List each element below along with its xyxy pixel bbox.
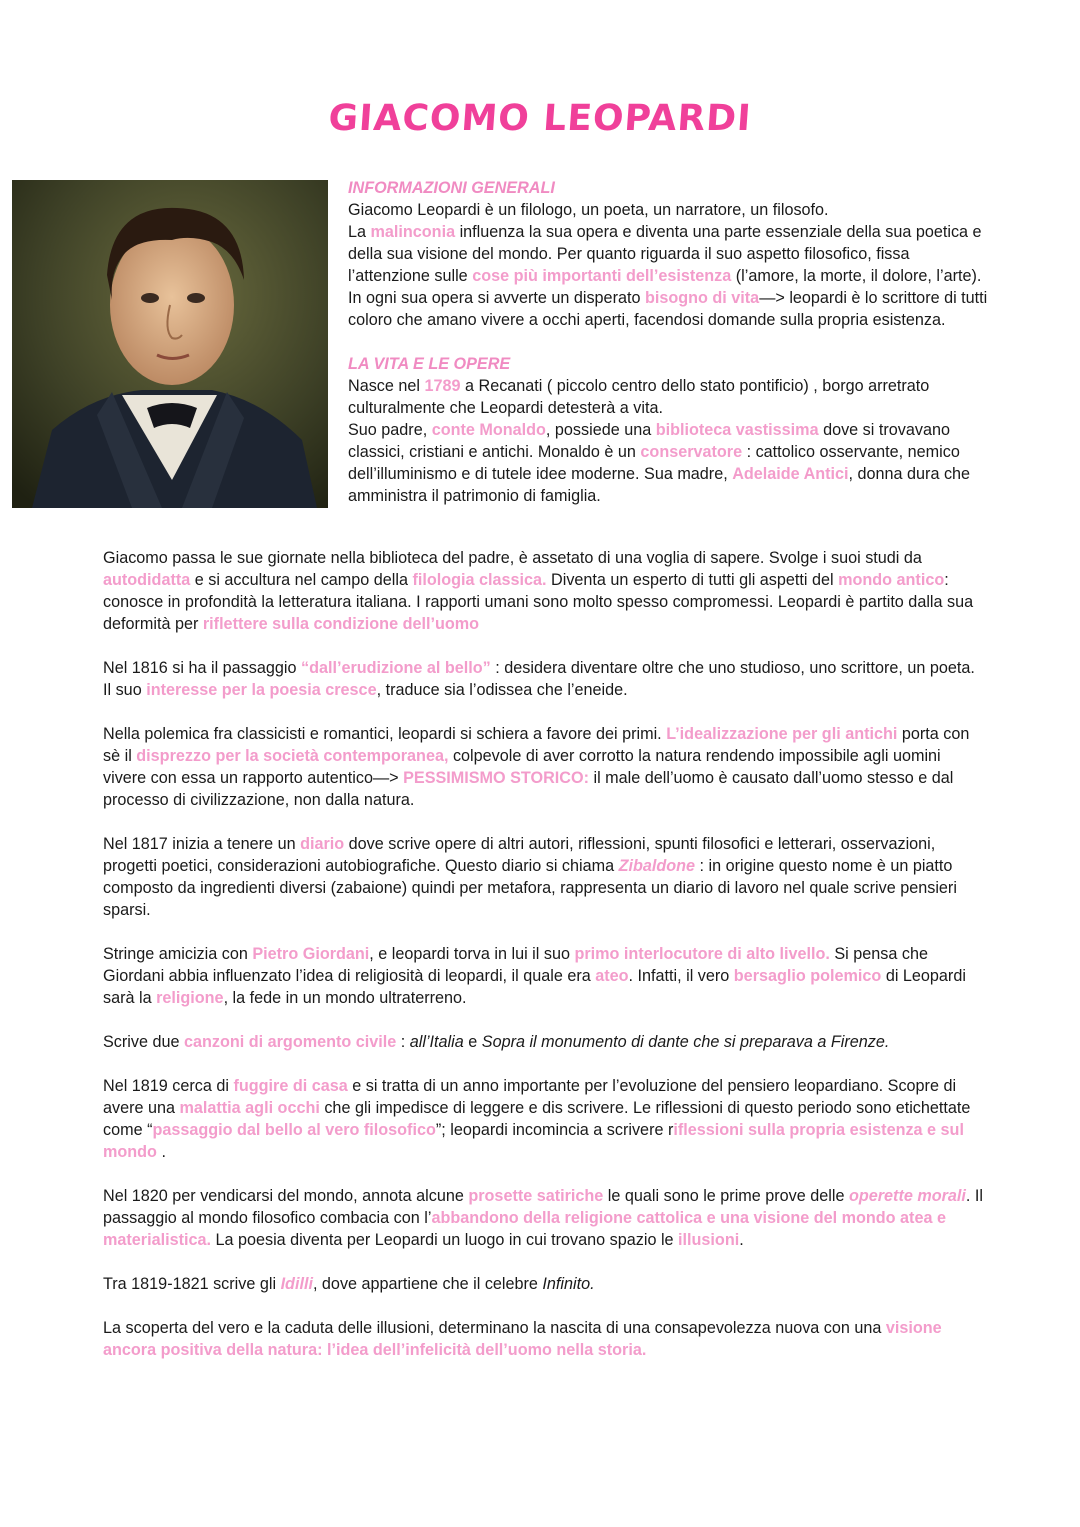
highlight: primo interlocutore di alto livello.: [574, 945, 830, 963]
text: La poesia diventa per Leopardi un luogo in cui trovano spazio le: [210, 1231, 679, 1249]
text: Stringe amicizia con: [103, 945, 253, 963]
paragraph-1817: [103, 833, 983, 921]
text: Suo padre,: [348, 421, 432, 439]
text: Nel 1817 inizia a tenere un: [103, 835, 301, 853]
intro-column: [348, 177, 988, 507]
highlight: passaggio dal bello al vero filosofico: [152, 1121, 436, 1139]
page-title: GIACOMO LEOPARDI: [327, 98, 753, 139]
highlight: conte Monaldo: [431, 421, 546, 439]
info-paragraph-1: Giacomo Leopardi è un filologo, un poeta, un narratore, un filosofo.: [348, 201, 829, 219]
highlight: autodidatta: [103, 571, 191, 589]
text: , dove appartiene che il celebre: [312, 1275, 543, 1293]
text: influenza la sua opera e diventa una parte essenziale della sua poetica e della sua visione del mondo. Per quanto riguarda il suo aspetto filosofico, fissa l’attenzione sulle: [348, 223, 982, 285]
highlight: bersaglio polemico: [733, 967, 882, 985]
highlight: malinconia: [370, 223, 456, 241]
text: : desidera diventare oltre che uno studioso, uno scrittore, un poeta. Il suo: [103, 659, 975, 699]
text: .: [739, 1231, 744, 1249]
highlight: filologia classica.: [412, 571, 547, 589]
highlight: cose più importanti dell’esistenza: [472, 267, 732, 285]
section-heading-vita: LA VITA E LE OPERE: [348, 355, 511, 373]
body-text: [103, 547, 983, 1361]
text: Nel 1819 cerca di: [103, 1077, 234, 1095]
portrait-image: [12, 180, 328, 508]
text: . Il passaggio al mondo filosofico combacia con l’: [103, 1187, 984, 1227]
text: , donna dura che amministra il patrimonio di famiglia.: [348, 465, 971, 505]
text: Nel 1820 per vendicarsi del mondo, annota alcune: [103, 1187, 469, 1205]
paragraph-1820: [103, 1185, 983, 1251]
highlight: fuggire di casa: [233, 1077, 348, 1095]
italic-text: Infinito.: [542, 1275, 595, 1293]
paragraph-conclusione: [103, 1317, 983, 1361]
highlight: PESSIMISMO STORICO:: [403, 769, 589, 787]
text: dove scrive opere di altri autori, riflessioni, spunti filosofici e letterari, osservazioni, progetti poetici, considerazioni autobiografiche. Questo diario si chiama: [103, 835, 936, 875]
text: Nasce nel: [348, 377, 425, 395]
info-paragraph-2: [348, 221, 988, 331]
paragraph-biblioteca: [103, 547, 983, 635]
text: La scoperta del vero e la caduta delle illusioni, determinano la nascita di una consapevolezza nuova con una: [103, 1319, 886, 1337]
text: le quali sono le prime prove delle: [603, 1187, 849, 1205]
text: colpevole di aver corrotto la natura rendendo impossibile agli uomini vivere con essa un rapporto autentico—>: [103, 747, 941, 787]
highlight: religione: [156, 989, 224, 1007]
highlight: Zibaldone: [618, 857, 696, 875]
highlight: Pietro Giordani: [252, 945, 370, 963]
text: Tra 1819-1821 scrive gli: [103, 1275, 281, 1293]
text: dove si trovavano classici, cristiani e antichi. Monaldo è un: [348, 421, 950, 461]
highlight: canzoni di argomento civile: [183, 1033, 397, 1051]
text: il male dell’uomo è causato dall’uomo stesso e dal processo di civilizzazione, non dalla natura.: [103, 769, 954, 809]
text: —> leopardi è lo scrittore di tutti coloro che amano vivere a occhi aperti, facendosi domande sulla propria esistenza.: [348, 289, 988, 329]
text: , la fede in un mondo ultraterreno.: [223, 989, 467, 1007]
highlight: conservatore: [640, 443, 743, 461]
text: Nel 1816 si ha il passaggio: [103, 659, 301, 677]
highlight: “dall’erudizione al bello”: [300, 659, 491, 677]
paragraph-canzoni: [103, 1031, 983, 1053]
highlight: malattia agli occhi: [179, 1099, 320, 1117]
text: e: [463, 1033, 482, 1051]
highlight: operette morali: [848, 1187, 966, 1205]
highlight: ateo: [595, 967, 629, 985]
text: Diventa un esperto di tutti gli aspetti del: [546, 571, 839, 589]
highlight: prosette satiriche: [468, 1187, 604, 1205]
highlight: visione ancora positiva della natura: l’idea dell’infelicità dell’uomo nella storia.: [103, 1319, 942, 1359]
text: , e leopardi torva in lui il suo: [369, 945, 575, 963]
highlight: riflettere sulla condizione dell’uomo: [202, 615, 480, 633]
text: Scrive due: [103, 1033, 184, 1051]
text: Giacomo passa le sue giornate nella biblioteca del padre, è assetato di una voglia di sapere. Svolge i suoi studi da: [103, 549, 922, 567]
highlight: diario: [300, 835, 345, 853]
text: e si tratta di un anno importante per l’evoluzione del pensiero leopardiano. Scopre di avere una: [103, 1077, 957, 1117]
text: : in origine questo nome è un piatto composto da ingredienti diversi (zabaione) quindi per metafora, rappresenta un diario di lavoro nel quale scrive pensieri sparsi.: [103, 857, 957, 919]
text: ”; leopardi incomincia a scrivere r: [435, 1121, 674, 1139]
portrait-illustration: [12, 180, 328, 508]
highlight: abbandono della religione cattolica e una visione del mondo atea e materialistica.: [103, 1209, 946, 1249]
text: : cattolico osservante, nemico dell’illuminismo e di tutele idee moderne. Sua madre,: [348, 443, 960, 483]
text: porta con sè il: [103, 725, 970, 765]
text: .: [156, 1143, 166, 1161]
text: e si accultura nel campo della: [190, 571, 413, 589]
highlight: biblioteca vastissima: [655, 421, 819, 439]
text: , possiede una: [545, 421, 656, 439]
text: :: [396, 1033, 410, 1051]
paragraph-giordani: [103, 943, 983, 1009]
text: (l’amore, la morte, il dolore, l’arte). In ogni sua opera si avverte un disperato: [348, 267, 982, 307]
text: , traduce sia l’odissea che l’eneide.: [376, 681, 628, 699]
text: di Leopardi sarà la: [103, 967, 966, 1007]
italic-text: all’Italia: [409, 1033, 464, 1051]
highlight: 1789: [424, 377, 461, 395]
paragraph-polemica: [103, 723, 983, 811]
highlight: disprezzo per la società contemporanea,: [136, 747, 449, 765]
vita-paragraph-1: [348, 375, 988, 419]
highlight: Adelaide Antici: [732, 465, 849, 483]
highlight: L’idealizzazione per gli antichi: [666, 725, 898, 743]
text: Nella polemica fra classicisti e romantici, leopardi si schiera a favore dei primi.: [103, 725, 667, 743]
text: Si pensa che Giordani abbia influenzato l’idea di religiosità di leopardi, il quale era: [103, 945, 928, 985]
text: che gli impedisce di leggere e dis scrivere. Le riflessioni di questo periodo sono etichettate come “: [103, 1099, 971, 1139]
highlight: illusioni: [678, 1231, 740, 1249]
highlight: Idilli: [280, 1275, 313, 1293]
paragraph-1819: [103, 1075, 983, 1163]
italic-text: Sopra il monumento di dante che si preparava a Firenze.: [481, 1033, 890, 1051]
vita-paragraph-2: [348, 419, 988, 507]
paragraph-1816: [103, 657, 983, 701]
section-heading-info: INFORMAZIONI GENERALI: [348, 179, 555, 197]
highlight: interesse per la poesia cresce: [146, 681, 377, 699]
text: La: [348, 223, 371, 241]
text: . Infatti, il vero: [628, 967, 734, 985]
text: a Recanati ( piccolo centro dello stato pontificio) , borgo arretrato culturalmente che Leopardi detesterà a vita.: [348, 377, 930, 417]
paragraph-idilli: [103, 1273, 983, 1295]
highlight: mondo antico: [838, 571, 945, 589]
highlight: bisogno di vita: [644, 289, 760, 307]
text: : conosce in profondità la letteratura italiana. I rapporti umani sono molto spesso compromessi. Leopardi è partito dalla sua deformità per: [103, 571, 974, 633]
highlight: iflessioni sulla propria esistenza e sul mondo: [103, 1121, 964, 1161]
